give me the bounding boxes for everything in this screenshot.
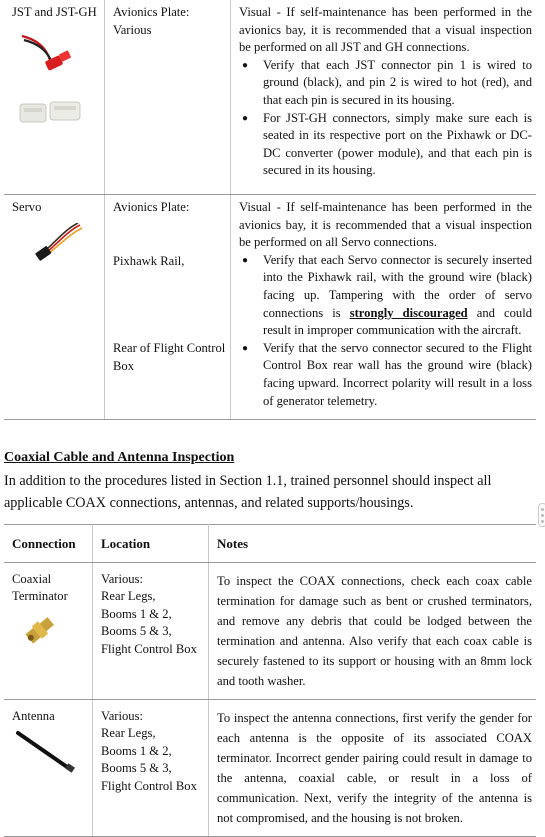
coaxial-terminator-image (20, 610, 60, 650)
location-line: Booms 1 & 2, (101, 743, 172, 758)
location-line: Various: (101, 708, 143, 723)
location-line: Booms 5 & 3, (101, 761, 172, 776)
table-row (4, 699, 536, 836)
servo-connector-image (30, 223, 86, 263)
column-header: Notes (209, 525, 537, 563)
column-header: Location (93, 525, 209, 563)
connection-name: Antenna (12, 708, 55, 723)
emphasis-text: strongly discouraged (349, 305, 468, 320)
location-line: Rear Legs, (101, 726, 156, 741)
inspection-intro: Visual - If self-maintenance has been performed in the avionics bay, it is recommended that a visual inspection be performed on all Servo connections. (239, 200, 532, 250)
table-row (4, 195, 536, 420)
section-body: In addition to the procedures listed in Section 1.1, trained personnel should inspect all applicable COAX connections, antennas, and related supports/housings. (4, 473, 492, 511)
inspection-table-coax (4, 524, 536, 837)
component-location: Avionics Plate: (113, 200, 190, 214)
notes-text: To inspect the antenna connections, first verify the gender for each antenna is the opposite of its associated COAX terminator. Incorrect gender pairing could result in damage to the antenna, coaxial cable, or result in a loss of communication. Next, verify the integrity of the antenna is not compromised, and the housing is not broken. (217, 710, 532, 825)
column-header: Connection (4, 525, 93, 563)
location-line: Flight Control Box (101, 641, 197, 656)
inspection-intro: Visual - If self-maintenance has been performed in the avionics bay, it is recommended that a visual inspection be performed on all JST and GH connections. (239, 5, 532, 55)
section-heading: Coaxial Cable and Antenna Inspection (4, 450, 235, 465)
table-row (4, 0, 536, 195)
component-name: JST and JST-GH (12, 5, 97, 19)
antenna-image (14, 729, 78, 775)
inspection-step: ● Verify that each Servo connector is securely inserted into the Pixhawk rail, with the ground wire (black) facing up. Tampering with the order of servo connections is strongly discouraged and could result in improper communication with the aircraft. (239, 252, 532, 340)
component-location: Rear of Flight Control Box (113, 341, 226, 373)
scroll-handle-icon[interactable] (538, 503, 545, 527)
connection-name: Coaxial Terminator (12, 571, 68, 604)
location-line: Flight Control Box (101, 778, 197, 793)
location-line: Booms 5 & 3, (101, 624, 172, 639)
section-coaxial (4, 448, 536, 514)
location-line: Various: (101, 571, 143, 586)
component-name: Servo (12, 200, 42, 214)
component-location: Avionics Plate: Various (113, 5, 190, 37)
inspection-step: ● Verify that each JST connector pin 1 is wired to ground (black), and pin 2 is wired to hot (red), and that each pin is secured in its housing. (239, 57, 532, 110)
location-line: Rear Legs, (101, 589, 156, 604)
inspection-steps (239, 252, 532, 410)
jst-connector-image (20, 30, 80, 78)
inspection-table-connectors (4, 0, 536, 420)
notes-text: To inspect the COAX connections, check each coax cable termination for damage such as bent or crushed terminators, and remove any debris that could be lodged between the termination and antenna. Also verify that each coax cable is securely fastened to its support or housing with an 8mm lock and tooth washer. (217, 573, 532, 688)
component-location: Pixhawk Rail, (113, 253, 185, 268)
table-header-row (4, 525, 536, 563)
jst-gh-connector-image (16, 96, 86, 130)
inspection-step: ● Verify that the servo connector secured to the Flight Control Box rear wall has the ground wire (black) facing upward. Incorrect polarity will result in a loss of generator telemetry. (239, 340, 532, 410)
inspection-steps (239, 57, 532, 180)
location-line: Booms 1 & 2, (101, 606, 172, 621)
inspection-step: ● For JST-GH connectors, simply make sure each is seated in its respective port on the Pixhawk or DC-DC converter (power module), and that each pin is secured in its housing. (239, 110, 532, 180)
table-row (4, 562, 536, 699)
